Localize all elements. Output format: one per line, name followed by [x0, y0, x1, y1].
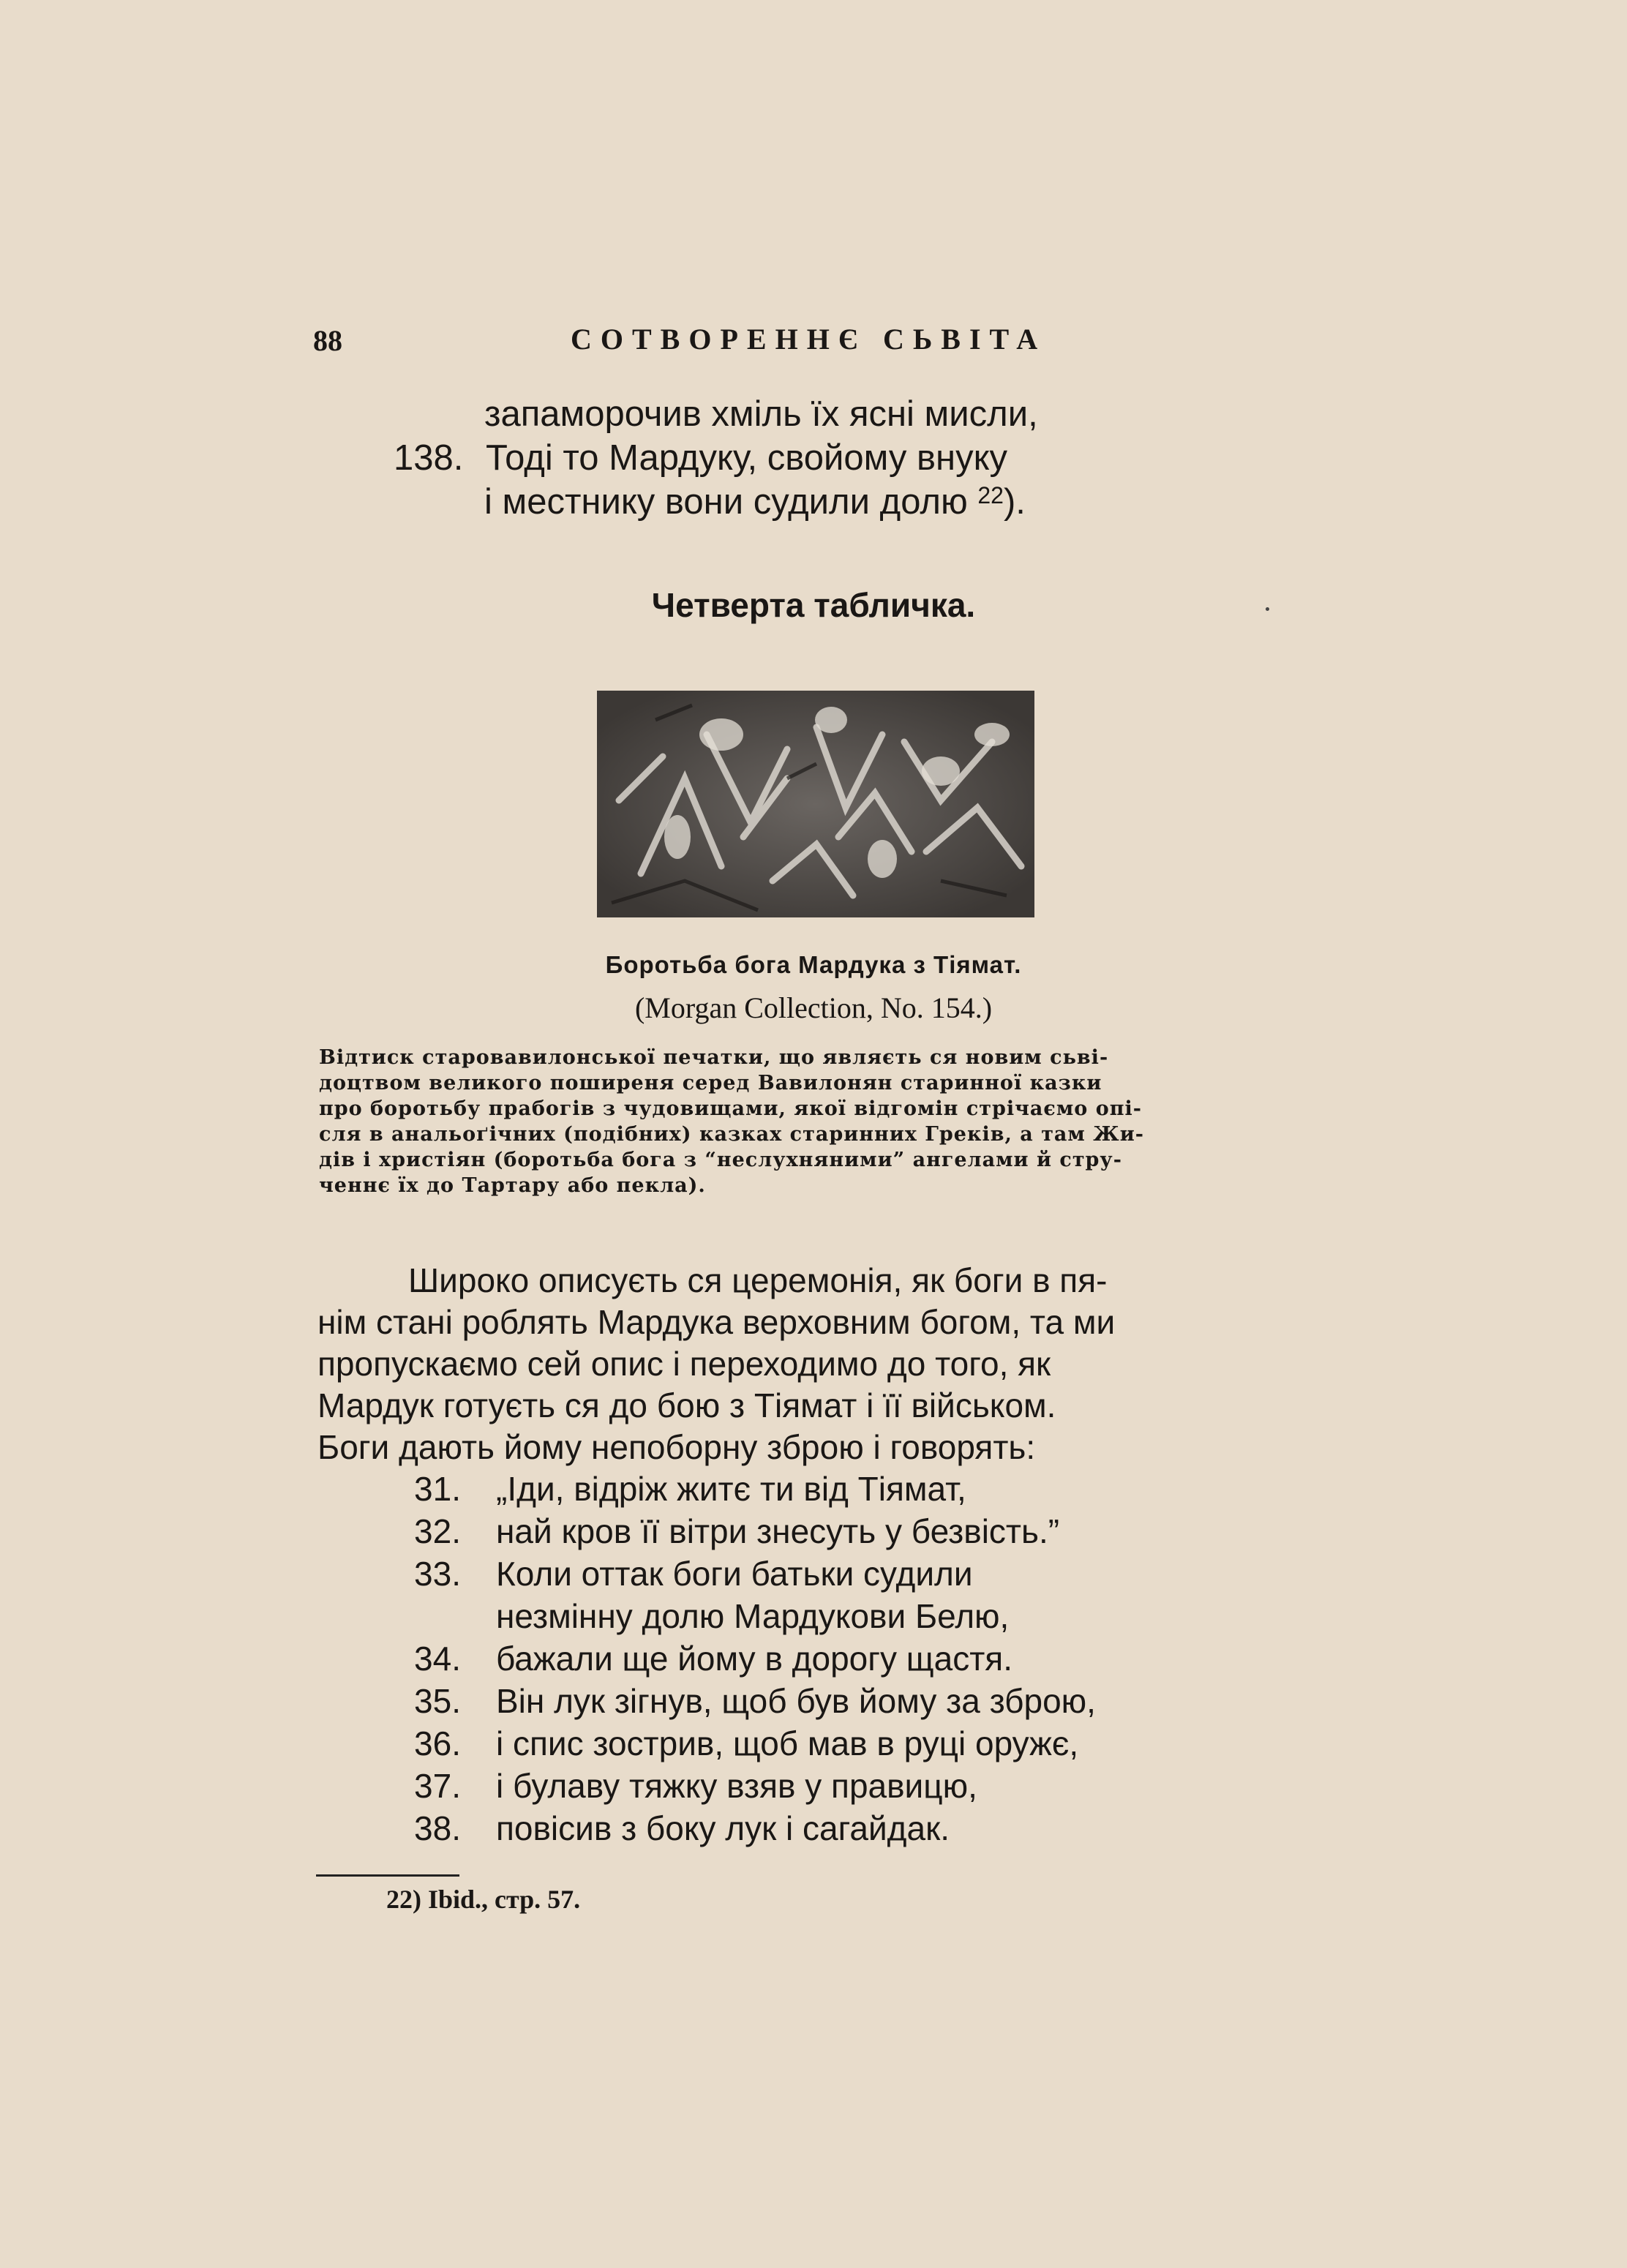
figure-description — [319, 1045, 1314, 1198]
description-line: про боротьбу прабогів з чудовищами, якої відгомін стрічаємо опі- — [319, 1097, 1142, 1120]
description-line: дів і христіян (боротьба бога з “неслухняними” ангелами й стру- — [319, 1149, 1122, 1171]
verse-line: запаморочив хміль їх ясні мисли, — [484, 394, 1038, 434]
footnote: 22) Ibid., стр. 57. — [386, 1885, 581, 1914]
verse-line-end: ). — [1003, 482, 1026, 522]
verse-text: незмінну долю Мардукови Белю, — [496, 1597, 1010, 1635]
body-paragraph — [317, 1260, 1312, 1468]
seal-impression-image — [597, 691, 1034, 917]
verse-text: і спис зострив, щоб мав в руці оружє, — [496, 1724, 1079, 1762]
description-line: сля в анальоґічних (подібних) казках старинних Греків, а там Жи- — [319, 1123, 1144, 1146]
description-line: Відтиск старовавилонської печатки, що являєть ся новим сьві- — [319, 1046, 1109, 1069]
verse-line — [484, 481, 1026, 522]
verse-number: 37. — [414, 1767, 461, 1805]
paragraph-line: Мардук готуєть ся до бою з Тіямат і її військом. — [317, 1386, 1056, 1424]
verse-number: 38. — [414, 1809, 461, 1847]
verse-number: 35. — [414, 1682, 461, 1720]
paragraph-line: Широко описуєть ся церемонія, як боги в пя- — [408, 1261, 1108, 1299]
page-number: 88 — [313, 324, 342, 357]
description-line: ченнє їх до Тартару або пекла). — [319, 1174, 706, 1197]
paragraph-line: нім стані роблять Мардука верховним богом, та ми — [317, 1303, 1116, 1341]
verse-number: 138. — [394, 438, 464, 478]
verse-number: 34. — [414, 1640, 461, 1678]
paragraph-line: пропускаємо сей опис і переходимо до того, як — [317, 1345, 1051, 1383]
verse-number: 31. — [414, 1470, 461, 1508]
figure-caption-source: (Morgan Collection, No. 154.) — [634, 991, 993, 1024]
running-title: СОТВОРЕННЄ СЬВІТА — [571, 323, 1047, 356]
verse-text: най кров її вітри знесуть у безвість.” — [496, 1512, 1060, 1550]
seal-impression-figure-art — [597, 691, 1034, 917]
description-line: доцтвом великого поширеня серед Вавилонян старинної казки — [319, 1072, 1102, 1094]
section-title: Четверта табличка. — [651, 586, 976, 624]
verse-text: Він лук зігнув, щоб був йому за зброю, — [496, 1682, 1096, 1720]
verse-text: повісив з боку лук і сагайдак. — [496, 1809, 950, 1847]
verse-number: 36. — [414, 1724, 461, 1762]
verse-text: і булаву тяжку взяв у правицю, — [496, 1767, 977, 1805]
stray-dot — [1266, 607, 1269, 611]
paragraph-line: Боги дають йому непоборну зброю і говорять: — [317, 1428, 1036, 1466]
verse-text: „Іди, відріж житє ти від Тіямат, — [496, 1470, 966, 1508]
verse-text: Коли оттак боги батьки судили — [496, 1555, 973, 1593]
verse-line: Тоді то Мардуку, свойому внуку — [486, 438, 1008, 478]
figure-caption-title: Боротьба бога Мардука з Тіямат. — [605, 951, 1022, 978]
footnote-ref: 22 — [977, 482, 1004, 508]
verse-number: 33. — [414, 1555, 461, 1593]
verse-number: 32. — [414, 1512, 461, 1550]
verse-text: бажали ще йому в дорогу щастя. — [496, 1640, 1012, 1678]
verse-line-text: і местнику вони судили долю — [484, 482, 968, 522]
footnote-divider — [316, 1874, 459, 1877]
